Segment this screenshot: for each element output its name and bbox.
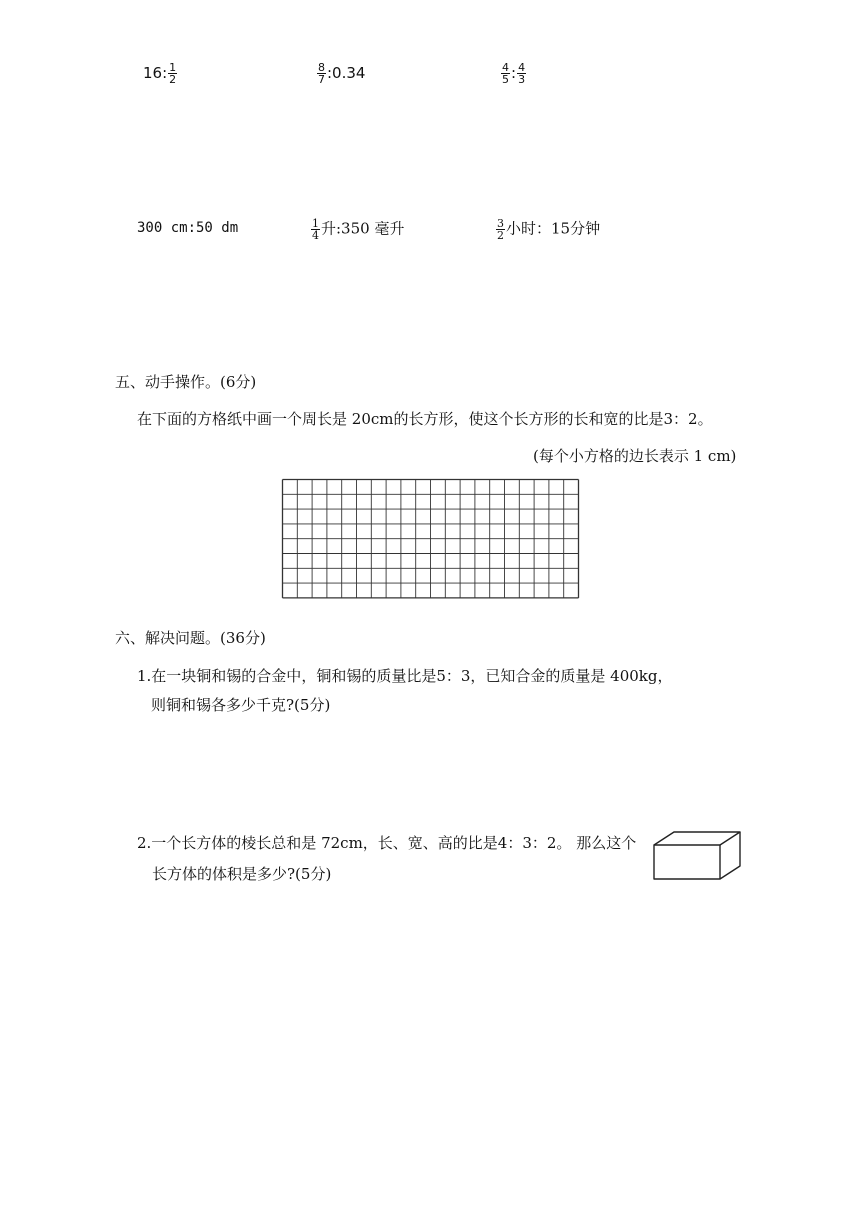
square-grid-paper[interactable] [281, 478, 580, 601]
fraction [311, 218, 320, 241]
ratio-separator: : [511, 64, 517, 82]
fraction [501, 62, 510, 85]
ratio-item-5 [310, 218, 404, 241]
fraction-numerator: 4 [518, 61, 526, 74]
fraction-denominator: 3 [518, 73, 526, 86]
ratio-item-2 [316, 62, 365, 85]
ratio-tail: 小时：15分钟 [506, 219, 601, 238]
fraction [517, 62, 526, 85]
fraction-denominator: 2 [497, 229, 504, 242]
fraction-denominator: 5 [502, 73, 509, 86]
ratio-item-3 [500, 62, 527, 85]
fraction-denominator: 4 [312, 229, 319, 242]
question-2-line-1: 2.一个长方体的棱长总和是 72cm，长、宽、高的比是4：3：2。 那么这个 [137, 834, 637, 852]
ratio-item-1 [143, 62, 178, 85]
section-5-instruction: 在下面的方格纸中画一个周长是 20cm的长方形，使这个长方形的长和宽的比是3：2。 [137, 410, 713, 428]
ratio-lead: 16: [143, 64, 168, 82]
fraction-denominator: 7 [318, 73, 325, 86]
fraction-numerator: 1 [169, 61, 177, 74]
fraction-numerator: 1 [312, 217, 319, 230]
fraction-numerator: 8 [318, 61, 325, 74]
question-1-line-2: 则铜和锡各多少千克?(5分) [151, 696, 331, 714]
question-2-line-2: 长方体的体积是多少?(5分) [152, 865, 332, 883]
grid-scale-note: (每个小方格的边长表示 1 cm) [533, 447, 737, 465]
section-5-heading: 五、动手操作。(6分) [115, 373, 257, 391]
question-1-line-1: 1.在一块铜和锡的合金中，铜和锡的质量比是5：3，已知合金的质量是 400kg， [137, 667, 673, 685]
ratio-tail: :0.34 [327, 64, 366, 82]
fraction [168, 62, 177, 85]
ratio-item-6 [495, 218, 600, 241]
fraction [317, 62, 326, 85]
cuboid-figure [652, 830, 744, 882]
ratio-item-4: 300 cm:50 dm [137, 220, 239, 236]
fraction-numerator: 4 [502, 61, 509, 74]
fraction [496, 218, 505, 241]
fraction-denominator: 2 [169, 73, 177, 86]
section-6-heading: 六、解决问题。(36分) [115, 629, 266, 647]
ratio-tail: 升:350 毫升 [321, 219, 405, 238]
fraction-numerator: 3 [497, 217, 504, 230]
